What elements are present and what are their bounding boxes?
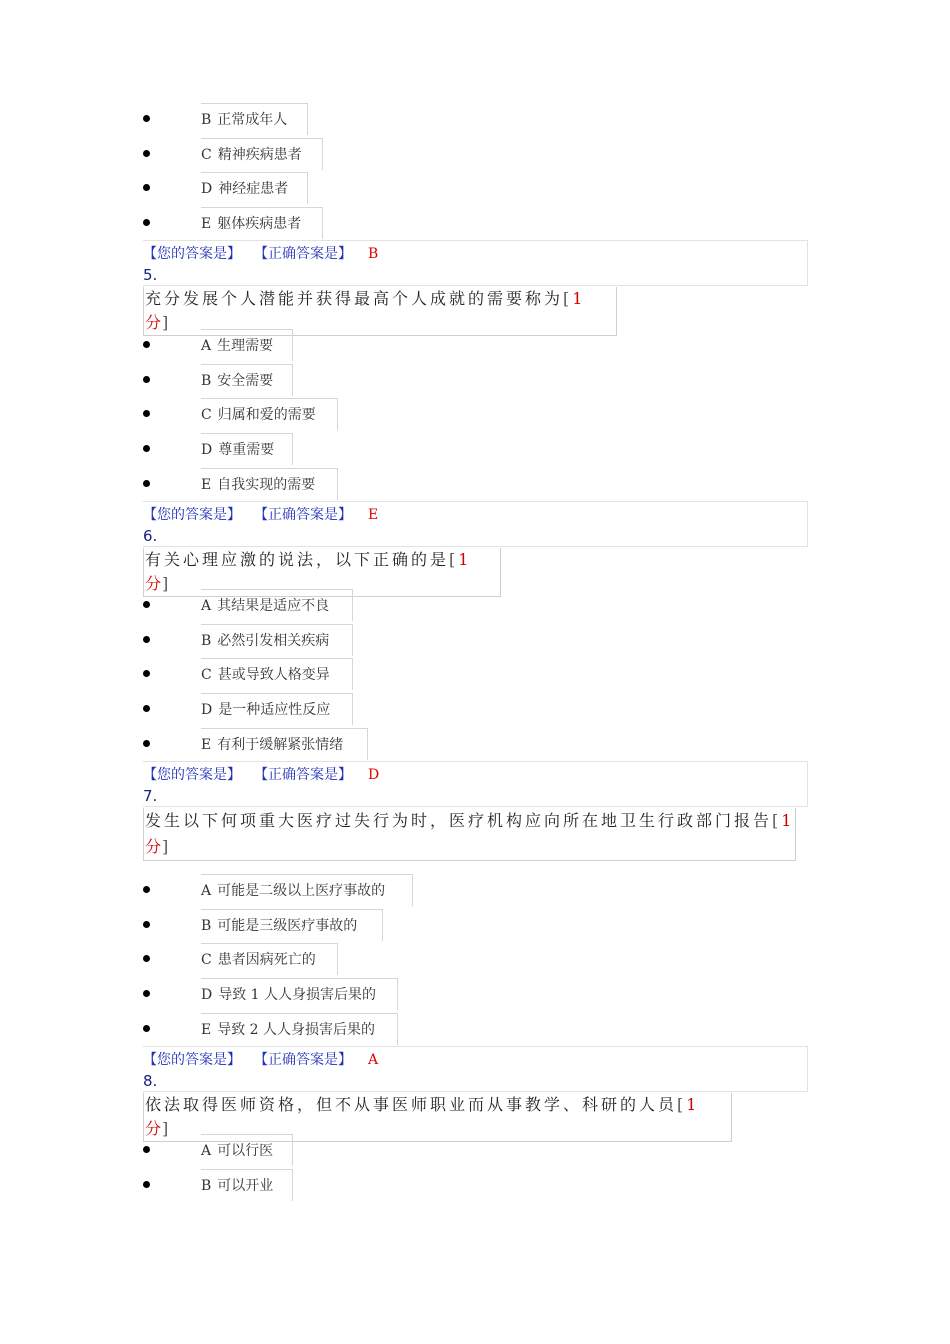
option-a[interactable]: A 生理需要: [0, 329, 950, 364]
option-text: 可能是三级医疗事故的: [217, 917, 358, 934]
option-text: 正常成年人: [217, 112, 288, 128]
bullet-icon: [143, 1025, 150, 1032]
option-d[interactable]: D 是一种适应性反应: [0, 693, 950, 728]
option-a[interactable]: A 其结果是适应不良: [0, 589, 950, 624]
correct-answer-label: 【正确答案是】: [261, 767, 352, 783]
option-e[interactable]: E 导致 2 人人身损害后果的: [0, 1013, 950, 1048]
question-number: 7.: [143, 787, 158, 805]
option-text: 安全需要: [217, 372, 274, 389]
score: 1 分: [145, 289, 584, 332]
option-c[interactable]: C 甚或导致人格变异: [0, 658, 950, 693]
bullet-icon: [143, 445, 150, 452]
option-text: 其结果是适应不良: [217, 598, 330, 614]
option-b[interactable]: B 必然引发相关疾病: [0, 624, 950, 659]
bullet-icon: [143, 480, 150, 487]
option-text: 可以开业: [217, 1177, 274, 1194]
correct-answer-label: 【正确答案是】: [261, 246, 352, 262]
question-5-text: 充分发展个人潜能并获得最高个人成就的需要称为[1 分]: [143, 287, 617, 336]
option-text: 是一种适应性反应: [218, 702, 331, 719]
score-number: 1: [781, 811, 793, 830]
option-text: 有利于缓解紧张情绪: [217, 736, 344, 753]
option-b[interactable]: B 正常成年人: [0, 103, 950, 138]
option-e[interactable]: E 有利于缓解紧张情绪: [0, 728, 950, 763]
score: 1 分: [145, 1095, 698, 1138]
option-a[interactable]: A 可能是二级以上医疗事故的: [0, 874, 950, 909]
bullet-icon: [143, 921, 150, 928]
q7-options: [0, 874, 950, 1047]
bullet-icon: [143, 705, 150, 712]
option-a[interactable]: A 可以行医: [0, 1134, 950, 1169]
option-d[interactable]: D 神经症患者: [0, 172, 950, 207]
q5-options: [0, 329, 950, 502]
option-text: 甚或导致人格变异: [217, 667, 330, 684]
correct-answer-value: B: [368, 246, 379, 262]
option-text: 躯体疾病患者: [217, 216, 302, 233]
your-answer-label: 【您的答案是】: [143, 1052, 241, 1068]
option-c[interactable]: C 归属和爱的需要: [0, 398, 950, 433]
bullet-icon: [143, 150, 150, 157]
q4-options: [0, 103, 950, 242]
answer-bar-q4: [143, 240, 808, 286]
correct-answer-value: A: [368, 1052, 379, 1068]
question-7-text: 发生以下何项重大医疗过失行为时，医疗机构应向所在地卫生行政部门报告[1 分]: [143, 808, 796, 861]
question-number: 8.: [143, 1072, 158, 1090]
bullet-icon: [143, 636, 150, 643]
option-c[interactable]: C 患者因病死亡的: [0, 943, 950, 978]
bullet-icon: [143, 670, 150, 677]
your-answer-label: 【您的答案是】: [143, 246, 241, 262]
option-text: 导致 2 人人身损害后果的: [217, 1021, 376, 1038]
score-unit: 分: [145, 837, 163, 856]
correct-answer-label: 【正确答案是】: [261, 507, 352, 523]
option-d[interactable]: D 导致 1 人人身损害后果的: [0, 978, 950, 1013]
bullet-icon: [143, 990, 150, 997]
correct-answer-value: D: [368, 767, 380, 783]
option-text: 必然引发相关疾病: [217, 632, 330, 649]
answer-bar-q5: [143, 501, 808, 547]
question-6-text: 有关心理应激的说法，以下正确的是[1 分]: [143, 548, 501, 597]
correct-answer-value: E: [368, 507, 379, 523]
bullet-icon: [143, 219, 150, 226]
q6-options: [0, 589, 950, 762]
option-text: 归属和爱的需要: [217, 407, 316, 424]
bullet-icon: [143, 410, 150, 417]
bullet-icon: [143, 376, 150, 383]
option-c[interactable]: C 精神疾病患者: [0, 138, 950, 173]
bullet-icon: [143, 1181, 150, 1188]
q8-options: [0, 1134, 950, 1203]
question-number: 6.: [143, 527, 158, 545]
score: 1 分: [145, 550, 470, 593]
option-text: 生理需要: [217, 338, 274, 354]
bullet-icon: [143, 184, 150, 191]
your-answer-label: 【您的答案是】: [143, 507, 241, 523]
answer-bar-q6: [143, 761, 808, 807]
bullet-icon: [143, 740, 150, 747]
question-number: 5.: [143, 266, 158, 284]
option-b[interactable]: B 安全需要: [0, 364, 950, 399]
bullet-icon: [143, 601, 150, 608]
option-text: 患者因病死亡的: [217, 952, 316, 969]
option-e[interactable]: E 躯体疾病患者: [0, 207, 950, 242]
correct-answer-label: 【正确答案是】: [261, 1052, 352, 1068]
option-text: 神经症患者: [218, 181, 289, 198]
option-e[interactable]: E 自我实现的需要: [0, 468, 950, 503]
bullet-icon: [143, 1146, 150, 1153]
bullet-icon: [143, 115, 150, 122]
option-text: 可以行医: [217, 1143, 274, 1159]
bullet-icon: [143, 955, 150, 962]
option-b[interactable]: B 可以开业: [0, 1169, 950, 1204]
option-text: 自我实现的需要: [217, 476, 316, 493]
bullet-icon: [143, 341, 150, 348]
option-b[interactable]: B 可能是三级医疗事故的: [0, 909, 950, 944]
your-answer-label: 【您的答案是】: [143, 767, 241, 783]
option-text: 精神疾病患者: [217, 146, 302, 163]
question-8-text: 依法取得医师资格，但不从事医师职业而从事教学、科研的人员[1 分]: [143, 1093, 732, 1142]
answer-bar-q7: [143, 1046, 808, 1092]
option-text: 可能是二级以上医疗事故的: [217, 883, 386, 899]
option-text: 尊重需要: [218, 442, 275, 459]
option-d[interactable]: D 尊重需要: [0, 433, 950, 468]
bullet-icon: [143, 886, 150, 893]
option-text: 导致 1 人人身损害后果的: [218, 987, 377, 1004]
